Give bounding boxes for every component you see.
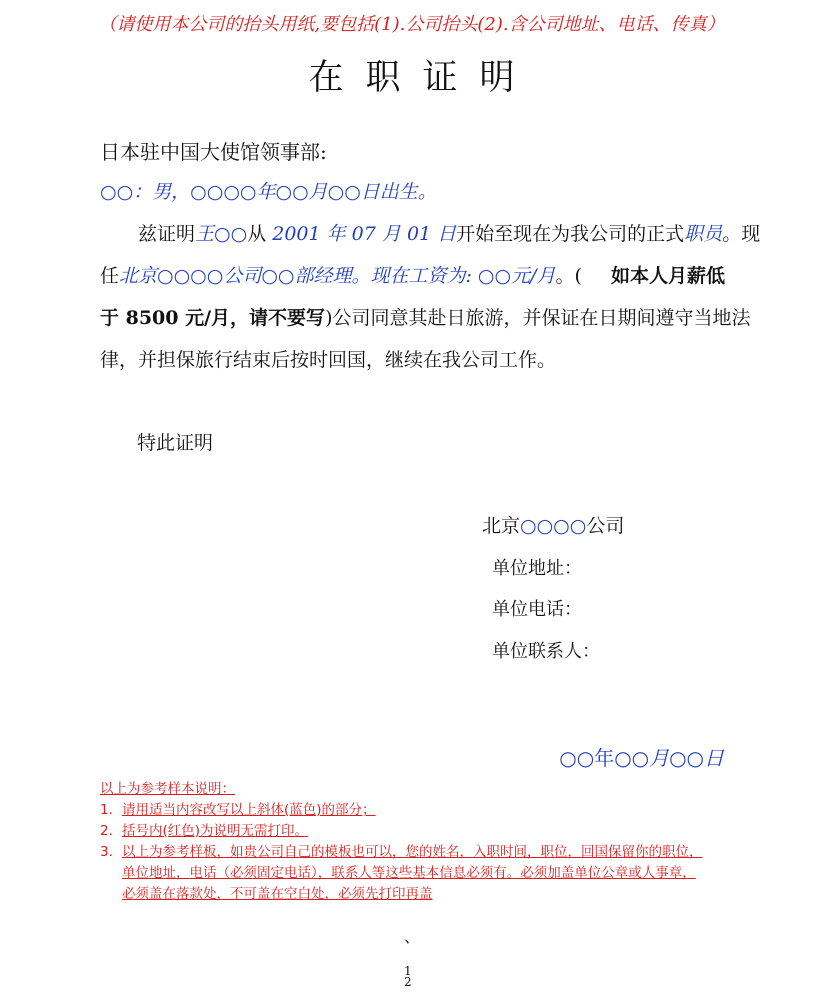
date-year-char: 年 [594, 746, 615, 770]
notes-title: 以上为参考样本说明： [100, 781, 235, 797]
stray-punctuation: 、 [404, 927, 421, 946]
position-prefix: 任 [100, 265, 120, 287]
note-number: 3. [100, 844, 113, 860]
company-suffix: 公司 [586, 515, 625, 537]
date-day-char: 日 [704, 746, 724, 770]
note-text: 请用适当内容改写以上斜体(蓝色)的部分； [122, 802, 376, 818]
date-year: ○○ [559, 746, 595, 770]
signing-date [559, 742, 724, 771]
note-text: 以上为参考样板，如贵公司自己的模板也可以，您的姓名，入职时间，职位，回国保留你的职位， [122, 844, 703, 860]
body-from: 从 [247, 223, 267, 245]
person-info-line [100, 177, 437, 204]
unit-address-label: 单位地址： [492, 558, 582, 579]
salary-note-b: 于 8500 元/月，请不要写 [100, 307, 326, 329]
body-line-4: 律，并担保旅行结束后按时回国，继续在我公司工作。 [100, 349, 557, 371]
body-line-1 [100, 219, 761, 246]
page-number [404, 966, 412, 988]
note-item [100, 798, 376, 818]
salary-separator: 。( [555, 265, 582, 287]
body-line-2 [100, 261, 725, 288]
position-salary: 北京○○○○公司○○部经理。现在工资为: ○○元/月 [119, 265, 556, 287]
note-text: 括号内(红色)为说明无需打印。 [122, 823, 309, 839]
page-current: 1 [404, 964, 412, 978]
company-signature [482, 511, 624, 538]
note-number: 2. [100, 823, 113, 839]
body-line-3 [100, 303, 751, 330]
closing-statement: 特此证明 [137, 432, 214, 454]
document-title: 在职证明 [308, 58, 537, 98]
start-date: 2001 年 07 月 01 日 [272, 223, 457, 245]
page-total: 2 [404, 975, 412, 989]
salary-note-a: 如本人月薪低 [610, 265, 725, 287]
unit-contact-label: 单位联系人： [492, 641, 600, 662]
letterhead-instruction: （请使用本公司的抬头用纸,要包括(1).公司抬头(2).含公司地址、电话、传真） [98, 14, 725, 35]
body-line-end: 。现 [722, 223, 761, 245]
unit-phone-label: 单位电话： [492, 599, 582, 620]
body-prefix: 兹证明 [138, 223, 196, 245]
employee-type: 职员 [684, 223, 723, 245]
person-birth-date: ○○○○年○○月○○日出生。 [190, 181, 437, 203]
note-continuation: 必须盖在落款处，不可盖在空白处，必须先打印再盖 [122, 886, 433, 902]
body-middle: 开始至现在为我公司的正式 [456, 223, 685, 245]
note-continuation: 单位地址，电话（必须固定电话），联系人等这些基本信息必须有。必须加盖单位公章或人事章， [122, 865, 696, 881]
date-month-char: 月 [649, 746, 670, 770]
company-prefix: 北京 [482, 515, 521, 537]
person-name-gender: ○○：男， [100, 181, 191, 203]
note-number: 1. [100, 802, 113, 818]
recipient-line: 日本驻中国大使馆领事部: [100, 140, 327, 164]
company-name-placeholder: ○○○○ [520, 515, 587, 537]
guarantee-text: )公司同意其赴日旅游，并保证在日期间遵守当地法 [325, 307, 751, 329]
note-item [100, 819, 308, 839]
date-month: ○○ [614, 746, 650, 770]
note-item [100, 840, 703, 860]
date-day: ○○ [669, 746, 704, 770]
employee-name: 王○○ [195, 223, 248, 245]
